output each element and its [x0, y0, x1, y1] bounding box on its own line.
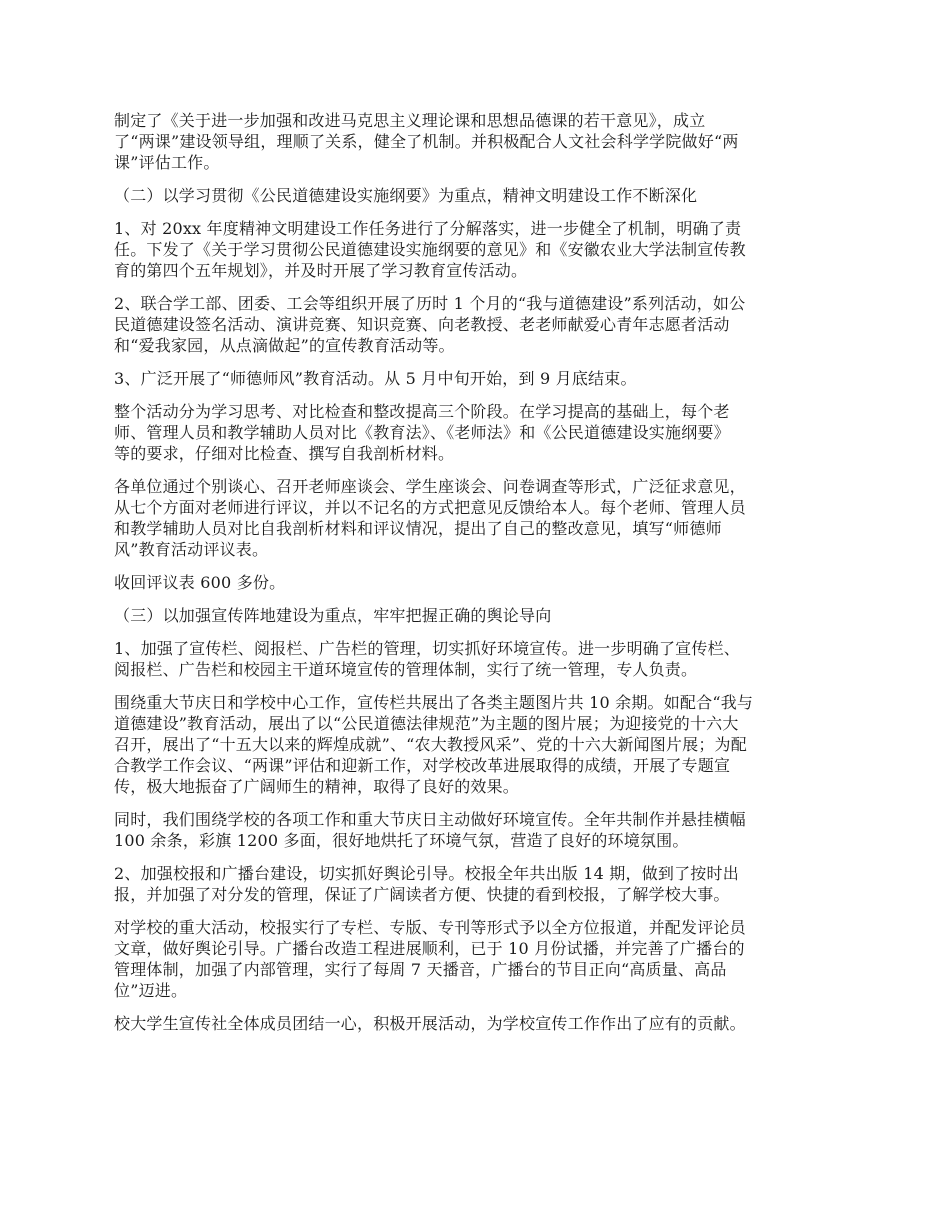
text-line: 各单位通过个别谈心、召开老师座谈会、学生座谈会、问卷调查等形式，广泛征求意见， — [114, 477, 746, 496]
text-line: 召开，展出了“十五大以来的辉煌成就”、“农大教授风采”、党的十六大新闻图片展；为配 — [114, 735, 747, 754]
text-line: 等的要求，仔细对比检查、撰写自我剖析材料。 — [114, 444, 455, 463]
text-line: 合教学工作会议、“两课”评估和迎新工作，对学校改革进展取得的成绩，开展了专题宣 — [114, 756, 731, 775]
text-line: 围绕重大节庆日和学校中心工作，宣传栏共展出了各类主题图片共 10 余期。如配合“我与 — [114, 693, 754, 712]
text-line: 2、联合学工部、团委、工会等组织开展了历时 1 个月的“我与道德建设”系列活动，如公 — [114, 294, 746, 313]
text-line: 3、广泛开展了“师德师风”教育活动。从 5 月中旬开始，到 9 月底结束。 — [114, 369, 637, 388]
text-line: 管理体制，加强了内部管理，实行了每周 7 天播音，广播台的节目正向“高质量、高品 — [114, 960, 727, 979]
paragraph-reporting — [114, 917, 838, 1001]
paragraph-student-society — [114, 1013, 838, 1034]
text-line: 1、加强了宣传栏、阅报栏、广告栏的管理，切实抓好环境宣传。进一步明确了宣传栏、 — [114, 639, 740, 658]
text-line: （二）以学习贯彻《公民道德建设实施纲要》为重点，精神文明建设工作不断深化 — [114, 186, 698, 205]
text-line: 和教学辅助人员对比自我剖析材料和评议情况，提出了自己的整改意见，填写“师德师 — [114, 519, 722, 538]
text-line: 道德建设”教育活动，展出了以“公民道德法律规范”为主题的图片展；为迎接党的十六大 — [114, 714, 739, 733]
document-body — [114, 110, 838, 1046]
text-line: 制定了《关于进一步加强和改进马克思主义理论课和思想品德课的若干意见》，成立 — [114, 111, 706, 130]
text-line: 了“两课”建设领导组，理顺了关系，健全了机制。并积极配合人文社会科学学院做好“两 — [114, 132, 739, 151]
paragraph-item-2 — [114, 293, 838, 356]
text-line: 收回评议表 600 多份。 — [114, 573, 286, 592]
text-line: 民道德建设签名活动、演讲竞赛、知识竞赛、向老教授、老老师献爱心青年志愿者活动 — [114, 315, 730, 334]
text-line: 风”教育活动评议表。 — [114, 540, 269, 559]
section-heading-2 — [114, 185, 838, 206]
text-line: 位”迈进。 — [114, 981, 188, 1000]
paragraph-activity-stages — [114, 401, 838, 464]
text-line: 整个活动分为学习思考、对比检查和整改提高三个阶段。在学习提高的基础上，每个老 — [114, 402, 730, 421]
paragraph-bulletin-boards — [114, 638, 838, 680]
paragraph-item-3 — [114, 368, 838, 389]
paragraph-newspaper-radio — [114, 863, 838, 905]
text-line: 校大学生宣传社全体成员团结一心，积极开展活动，为学校宣传工作作出了应有的贡献。 — [114, 1014, 746, 1033]
section-heading-3 — [114, 605, 838, 626]
text-line: 1、对 20xx 年度精神文明建设工作任务进行了分解落实，进一步健全了机制，明确了责 — [114, 219, 742, 238]
text-line: 传，极大地振奋了广阔师生的精神，取得了良好的效果。 — [114, 777, 520, 796]
text-line: 从七个方面对老师进行评议，并以不记名的方式把意见反馈给本人。每个老师、管理人员 — [114, 498, 746, 517]
paragraph-intro-continued — [114, 110, 838, 173]
text-line: 文章，做好舆论引导。广播台改造工程进展顺利，已于 10 月份试播，并完善了广播台的 — [114, 939, 745, 958]
text-line: 报，并加强了对分发的管理，保证了广阔读者方便、快捷的看到校报，了解学校大事。 — [114, 885, 730, 904]
paragraph-forms-collected — [114, 572, 838, 593]
text-line: 和“爱我家园，从点滴做起”的宣传教育活动等。 — [114, 336, 455, 355]
paragraph-exhibitions — [114, 692, 838, 797]
text-line: 2、加强校报和广播台建设，切实抓好舆论引导。校报全年共出版 14 期，做到了按时出 — [114, 864, 739, 883]
text-line: 任。下发了《关于学习贯彻公民道德建设实施纲要的意见》和《安徽农业大学法制宣传教 — [114, 240, 746, 259]
text-line: （三）以加强宣传阵地建设为重点，牢牢把握正确的舆论导向 — [114, 606, 552, 625]
paragraph-banners — [114, 809, 838, 851]
text-line: 同时，我们围绕学校的各项工作和重大节庆日主动做好环境宣传。全年共制作并悬挂横幅 — [114, 810, 746, 829]
text-line: 对学校的重大活动，校报实行了专栏、专版、专刊等形式予以全方位报道，并配发评论员 — [114, 918, 746, 937]
text-line: 育的第四个五年规划》，并及时开展了学习教育宣传活动。 — [114, 261, 528, 280]
text-line: 100 余条，彩旗 1200 多面，很好地烘托了环境气氛，营造了良好的环境氛围。 — [114, 831, 689, 850]
text-line: 师、管理人员和教学辅助人员对比《教育法》、《老师法》和《公民道德建设实施纲要》 — [114, 423, 730, 442]
paragraph-evaluation — [114, 476, 838, 560]
text-line: 课”评估工作。 — [114, 153, 220, 172]
paragraph-item-1 — [114, 218, 838, 281]
text-line: 阅报栏、广告栏和校园主干道环境宣传的管理体制，实行了统一管理，专人负责。 — [114, 660, 698, 679]
